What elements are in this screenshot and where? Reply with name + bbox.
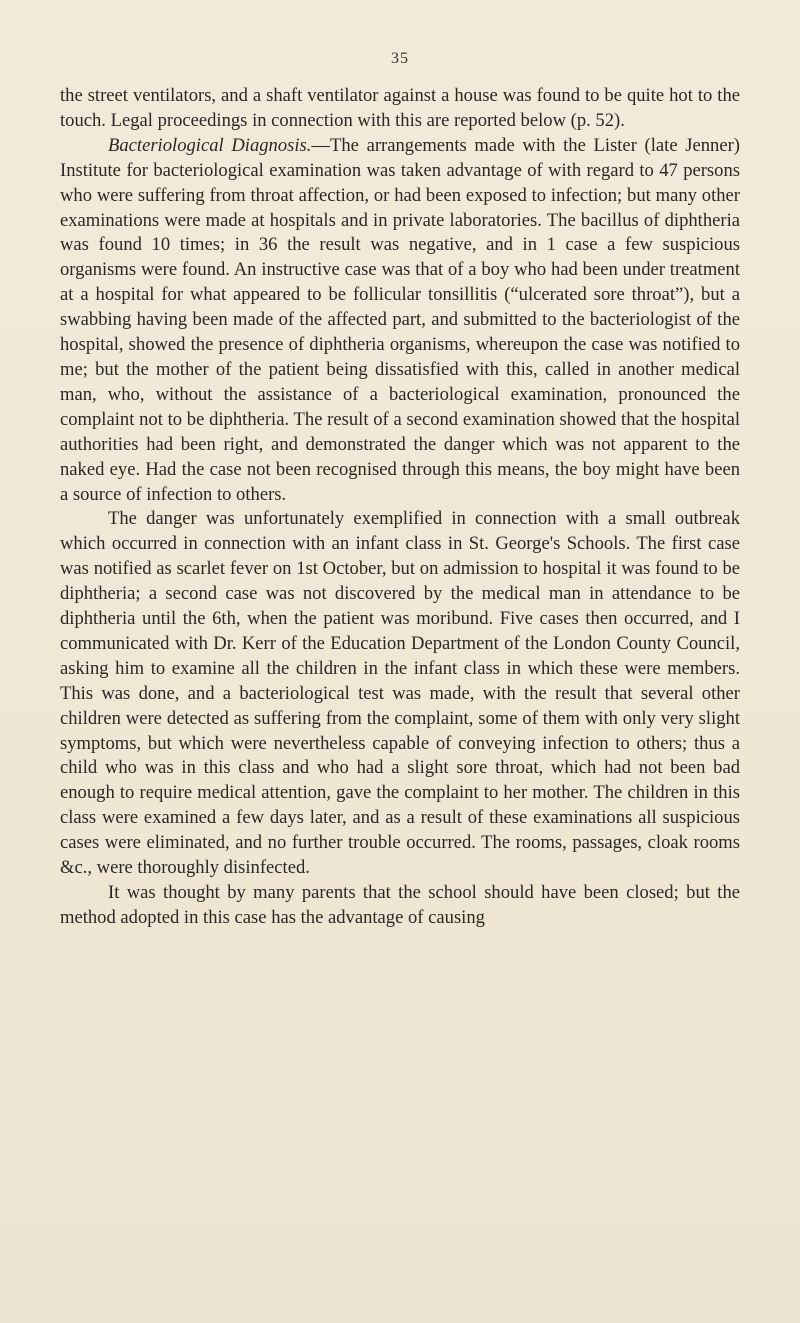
page-number: 35 — [391, 50, 409, 67]
section-heading-bacteriological-diagnosis: Bacteriological Diagnosis. — [108, 134, 312, 156]
paragraph-2 — [60, 134, 740, 508]
body-text — [60, 84, 740, 931]
paragraph-4: It was thought by many parents that the school should have been closed; but the method adopted in this case has the advantage of causing — [60, 882, 740, 928]
paragraph-1: the street ventilators, and a shaft ventilator against a house was found to be quite hot to the touch. Legal proceedings in connection with this are reported below (p. 52). — [60, 85, 740, 131]
paragraph-3: The danger was unfortunately exemplified in connection with a small outbreak which occurred in connection with an infant class in St. George's Schools. The first case was notified as scarlet fever on 1st October, but on admission to hospital it was found to be diphtheria; a second case was not discovered by the medical man in attendance to be diphtheria until the 6th, when the patient was moribund. Five cases then occurred, and I communicated with Dr. Kerr of the Education Department of the London County Council, asking him to examine all the children in the infant class in which these were members. This was done, and a bacteriological test was made, with the result that several other children were detected as suffering from the complaint, some of them with only very slight symptoms, but which were nevertheless capable of conveying infection to others; thus a child who was in this class and who had a slight sore throat, which had not been bad enough to require medical attention, gave the complaint to her mother. The children in this class were examined a few days later, and as a result of these examinations all suspicious cases were eliminated, and no further trouble occurred. The rooms, passages, cloak rooms &c., were thoroughly disinfected. — [60, 508, 740, 879]
paragraph-2-text: —The arrangements made with the Lister (late Jenner) Institute for bacteriological examination was taken advantage of with regard to 47 persons who were suffering from throat affection, or had been exposed to infection; but many other examinations were made at hospitals and in private laboratories. The bacillus of diphtheria was found 10 times; in 36 the result was negative, and in 1 case a few suspicious organisms were found. An instructive case was that of a boy who had been under treatment at a hospital for what appeared to be follicular tonsillitis (“ulcerated sore throat”), but a swabbing having been made of the affected part, and submitted to the bacteriologist of the hospital, showed the presence of diphtheria organisms, whereupon the case was notified to me; but the mother of the patient being dissatisfied with this, called in another medical man, who, without the assistance of a bacteriological examination, pronounced the complaint not to be diphtheria. The result of a second examination showed that the hospital authorities had been right, and demonstrated the danger which was not apparent to the naked eye. Had the case not been recognised through this means, the boy might have been a source of infection to others. — [60, 134, 740, 505]
